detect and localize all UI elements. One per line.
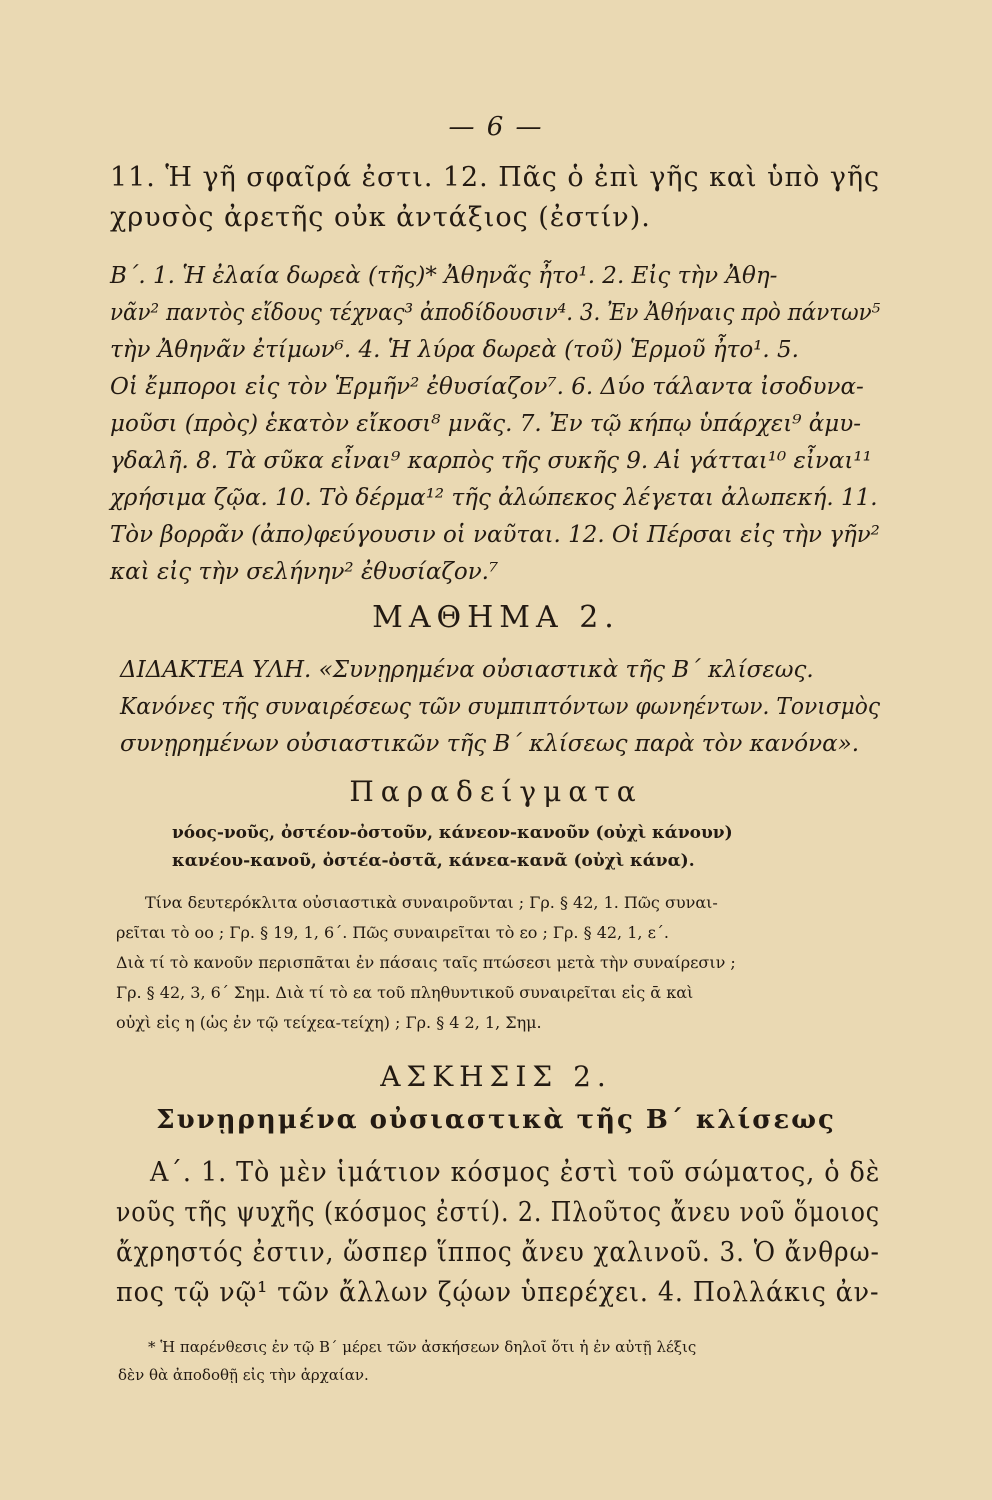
question-line: ρεῖται τὸ οο ; Γρ. § 19, 1, 6΄. Πῶς συναιρεῖται τὸ εο ; Γρ. § 42, 1, ε΄. bbox=[116, 923, 669, 942]
text-line: 11. Ἡ γῆ σφαῖρά ἐστι. 12. Πᾶς ὁ ἐπὶ γῆς καὶ ὑπὸ γῆς bbox=[110, 162, 881, 193]
text-line: γδαλῆ. 8. Τὰ σῦκα εἶναι⁹ καρπὸς τῆς συκῆς 9. Αἱ γάτται¹⁰ εἶναι¹¹ bbox=[110, 448, 872, 474]
lesson-heading: ΜΑΘΗΜΑ 2. bbox=[372, 600, 620, 635]
example-line: κανέου-κανοῦ, ὀστέα-ὀστᾶ, κάνεα-κανᾶ (οὐχὶ κάνα). bbox=[172, 851, 695, 871]
text-line: τὴν Ἀθηνᾶν ἐτίμων⁶. 4. Ἡ λύρα δωρεὰ (τοῦ) Ἑρμοῦ ἦτο¹. 5. bbox=[110, 337, 799, 363]
text-line: ΔΙΔΑΚΤΕΑ ΥΛΗ. «Συνῃρημένα οὐσιαστικὰ τῆς Β΄ κλίσεως. bbox=[120, 657, 814, 683]
text-line: Τὸν βορρᾶν (ἀπο)φεύγουσιν οἱ ναῦται. 12. Οἱ Πέρσαι εἰς τὴν γῆν² bbox=[110, 522, 880, 548]
text-line: χρήσιμα ζῷα. 10. Τὸ δέρμα¹² τῆς ἀλώπεκος λέγεται ἀλωπεκή. 11. bbox=[110, 485, 878, 511]
question-line: Διὰ τί τὸ κανοῦν περισπᾶται ἐν πάσαις ταῖς πτώσεσι μετὰ τὴν συναίρεσιν ; bbox=[116, 953, 736, 972]
text-line: Κανόνες τῆς συναιρέσεως τῶν συμπιπτόντων φωνηέντων. Τονισμὸς bbox=[120, 694, 881, 720]
text-line: νᾶν² παντὸς εἴδους τέχνας³ ἀποδίδουσιν⁴. 3. Ἐν Ἀθήναις πρὸ πάντων⁵ bbox=[110, 300, 881, 326]
text-line: Β΄. 1. Ἡ ἐλαία δωρεὰ (τῆς)* Ἀθηνᾶς ἦτο¹. 2. Εἰς τὴν Ἀθη- bbox=[110, 263, 778, 289]
text-line: συνῃρημένων οὐσιαστικῶν τῆς Β΄ κλίσεως παρὰ τὸν κανόνα». bbox=[120, 731, 860, 757]
text-line: ἄχρηστός ἐστιν, ὥσπερ ἵππος ἄνευ χαλινοῦ. 3. Ὁ ἄνθρω- bbox=[116, 1237, 880, 1268]
footnote-line: * Ἡ παρένθεσις ἐν τῷ Β΄ μέρει τῶν ἀσκήσεων δηλοῖ ὅτι ἡ ἐν αὐτῇ λέξις bbox=[148, 1338, 697, 1356]
footnote-line: δὲν θὰ ἀποδοθῇ εἰς τὴν ἀρχαίαν. bbox=[118, 1366, 369, 1384]
examples-heading: Παραδείγματα bbox=[349, 775, 643, 808]
question-line: Γρ. § 42, 3, 6΄ Σημ. Διὰ τί τὸ εα τοῦ πληθυντικοῦ συναιρεῖται εἰς ᾱ καὶ bbox=[116, 983, 694, 1002]
question-line: Τίνα δευτερόκλιτα οὐσιαστικὰ συναιροῦνται ; Γρ. § 42, 1. Πῶς συναι- bbox=[145, 893, 718, 912]
page-number: — 6 — bbox=[448, 112, 544, 142]
text-line: Οἱ ἔμποροι εἰς τὸν Ἑρμῆν² ἐθυσίαζον⁷. 6. Δύο τάλαντα ἰσοδυνα- bbox=[110, 374, 864, 400]
text-line: νοῦς τῆς ψυχῆς (κόσμος ἐστί). 2. Πλοῦτος ἄνευ νοῦ ὅμοιος bbox=[116, 1197, 880, 1228]
exercise-subheading: Συνῃρημένα οὐσιαστικὰ τῆς Β΄ κλίσεως bbox=[156, 1105, 836, 1135]
text-line: μοῦσι (πρὸς) ἑκατὸν εἴκοσι⁸ μνᾶς. 7. Ἐν τῷ κήπῳ ὑπάρχει⁹ ἀμυ- bbox=[110, 411, 861, 437]
example-line: νόος-νοῦς, ὀστέον-ὀστοῦν, κάνεον-κανοῦν (οὐχὶ κάνουν) bbox=[172, 823, 733, 843]
exercise-heading: ΑΣΚΗΣΙΣ 2. bbox=[380, 1060, 612, 1093]
question-line: οὐχὶ εἰς η (ὡς ἐν τῷ τείχεα-τείχη) ; Γρ. § 4 2, 1, Σημ. bbox=[116, 1013, 542, 1032]
text-line: καὶ εἰς τὴν σελήνην² ἐθυσίαζον.⁷ bbox=[110, 559, 499, 585]
text-line: πος τῷ νῷ¹ τῶν ἄλλων ζῴων ὑπερέχει. 4. Πολλάκις ἀν- bbox=[116, 1277, 880, 1308]
text-line: χρυσὸς ἀρετῆς οὐκ ἀντάξιος (ἐστίν). bbox=[110, 202, 651, 233]
text-line: Α΄. 1. Τὸ μὲν ἱμάτιον κόσμος ἐστὶ τοῦ σώματος, ὁ δὲ bbox=[150, 1157, 881, 1188]
